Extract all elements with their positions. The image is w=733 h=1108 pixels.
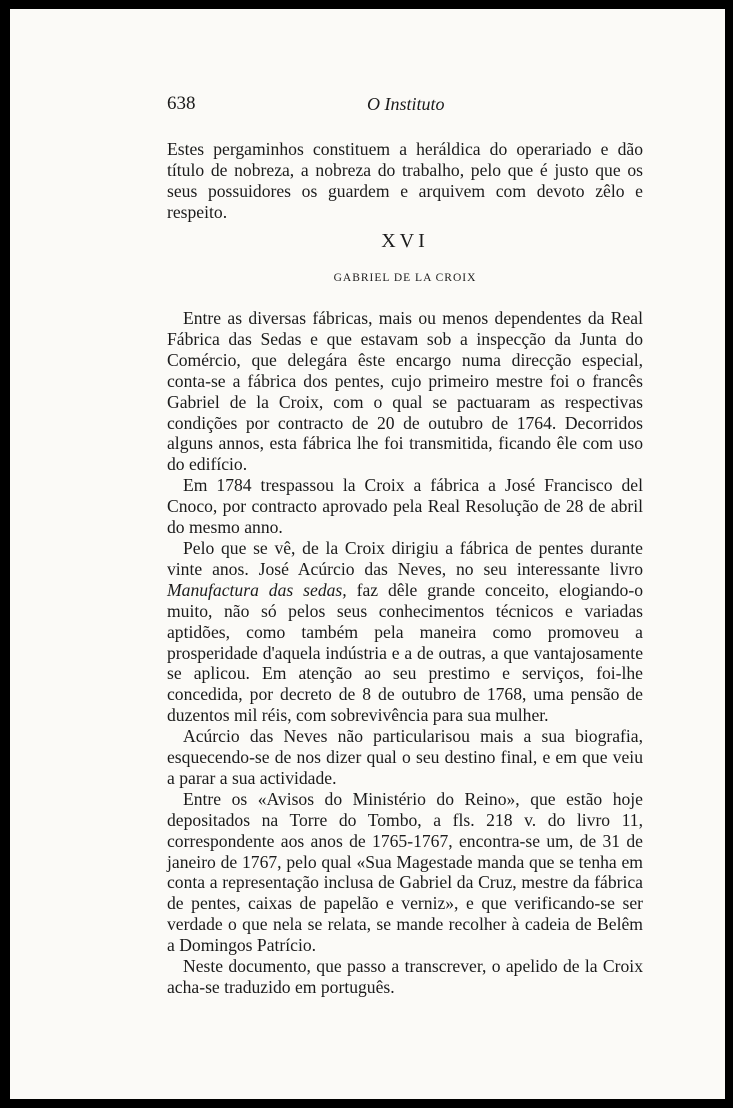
paragraph: Acúrcio das Neves não particularisou mais a sua biografia, esquecendo-se de nos dizer qual o seu destino final, e em que veiu a parar a sua actividade. [167,726,643,788]
chapter-number: XVI [381,230,429,252]
intro-text [167,139,643,223]
book-title: Manufactura das sedas, [167,579,347,600]
paragraph: Neste documento, que passo a transcrever, o apelido de la Croix acha-se traduzido em português. [167,956,643,997]
paragraph-citation [167,538,643,726]
chapter-body [167,308,643,998]
paragraph: Entre as diversas fábricas, mais ou menos dependentes da Real Fábrica das Sedas e que estavam sob a inspecção da Junta do Comércio, que delegára êste encargo numa direcção especial, conta-se a fábrica dos pentes, cujo primeiro mestre foi o francês Gabriel de la Croix, com o qual se pactuaram as respectivas condições por contracto de 20 de outubro de 1764. Decorridos alguns annos, esta fábrica lhe foi transmitida, ficando êle com uso do edifício. [167,308,643,475]
paragraph-citation-before: Pelo que se vê, de la Croix dirigiu a fábrica de pentes durante vinte anos. José Acúrcio das Neves, no seu interessante livro [167,537,643,579]
chapter-title: GABRIEL DE LA CROIX [333,272,477,284]
paragraph-citation-after: faz dêle grande conceito, elogiando-o muito, não só pelos seus conhecimentos técnicos e variadas aptidões, como também pela maneira como promoveu a prosperidade d'aquela indústria e a de outras, a que vantajosamente se aplicou. Em atenção ao seu prestimo e serviços, foi-lhe concedida, por decreto de 8 de outubro de 1768, uma pensão de duzentos mil réis, com sobrevivência para sua mulher. [167,579,643,726]
paragraph: Entre os «Avisos do Ministério do Reino», que estão hoje depositados na Torre do Tombo, a fls. 218 v. do livro 11, correspondente aos anos de 1765-1767, encontra-se um, de 31 de janeiro de 1767, pelo qual «Sua Magestade manda que se tenha em conta a representação inclusa de Gabriel da Cruz, mestre da fábrica de pentes, caixas de papelão e verniz», e que verificando-se ser verdade o que nela se relata, se mande recolher à cadeia de Belêm a Domingos Patrício. [167,788,643,956]
running-title: O Instituto [367,94,445,114]
page-number: 638 [167,93,196,114]
book-page [10,9,725,1099]
intro-paragraph: Estes pergaminhos constituem a heráldica do operariado e dão título de nobreza, a nobreza do trabalho, pelo que é justo que os seus possuidores os guardem e arquivem com devoto zêlo e respeito. [167,139,643,222]
paragraph: Em 1784 trespassou la Croix a fábrica a José Francisco del Cnoco, por contracto aprovado pela Real Resolução de 28 de abril do mesmo anno. [167,475,643,538]
